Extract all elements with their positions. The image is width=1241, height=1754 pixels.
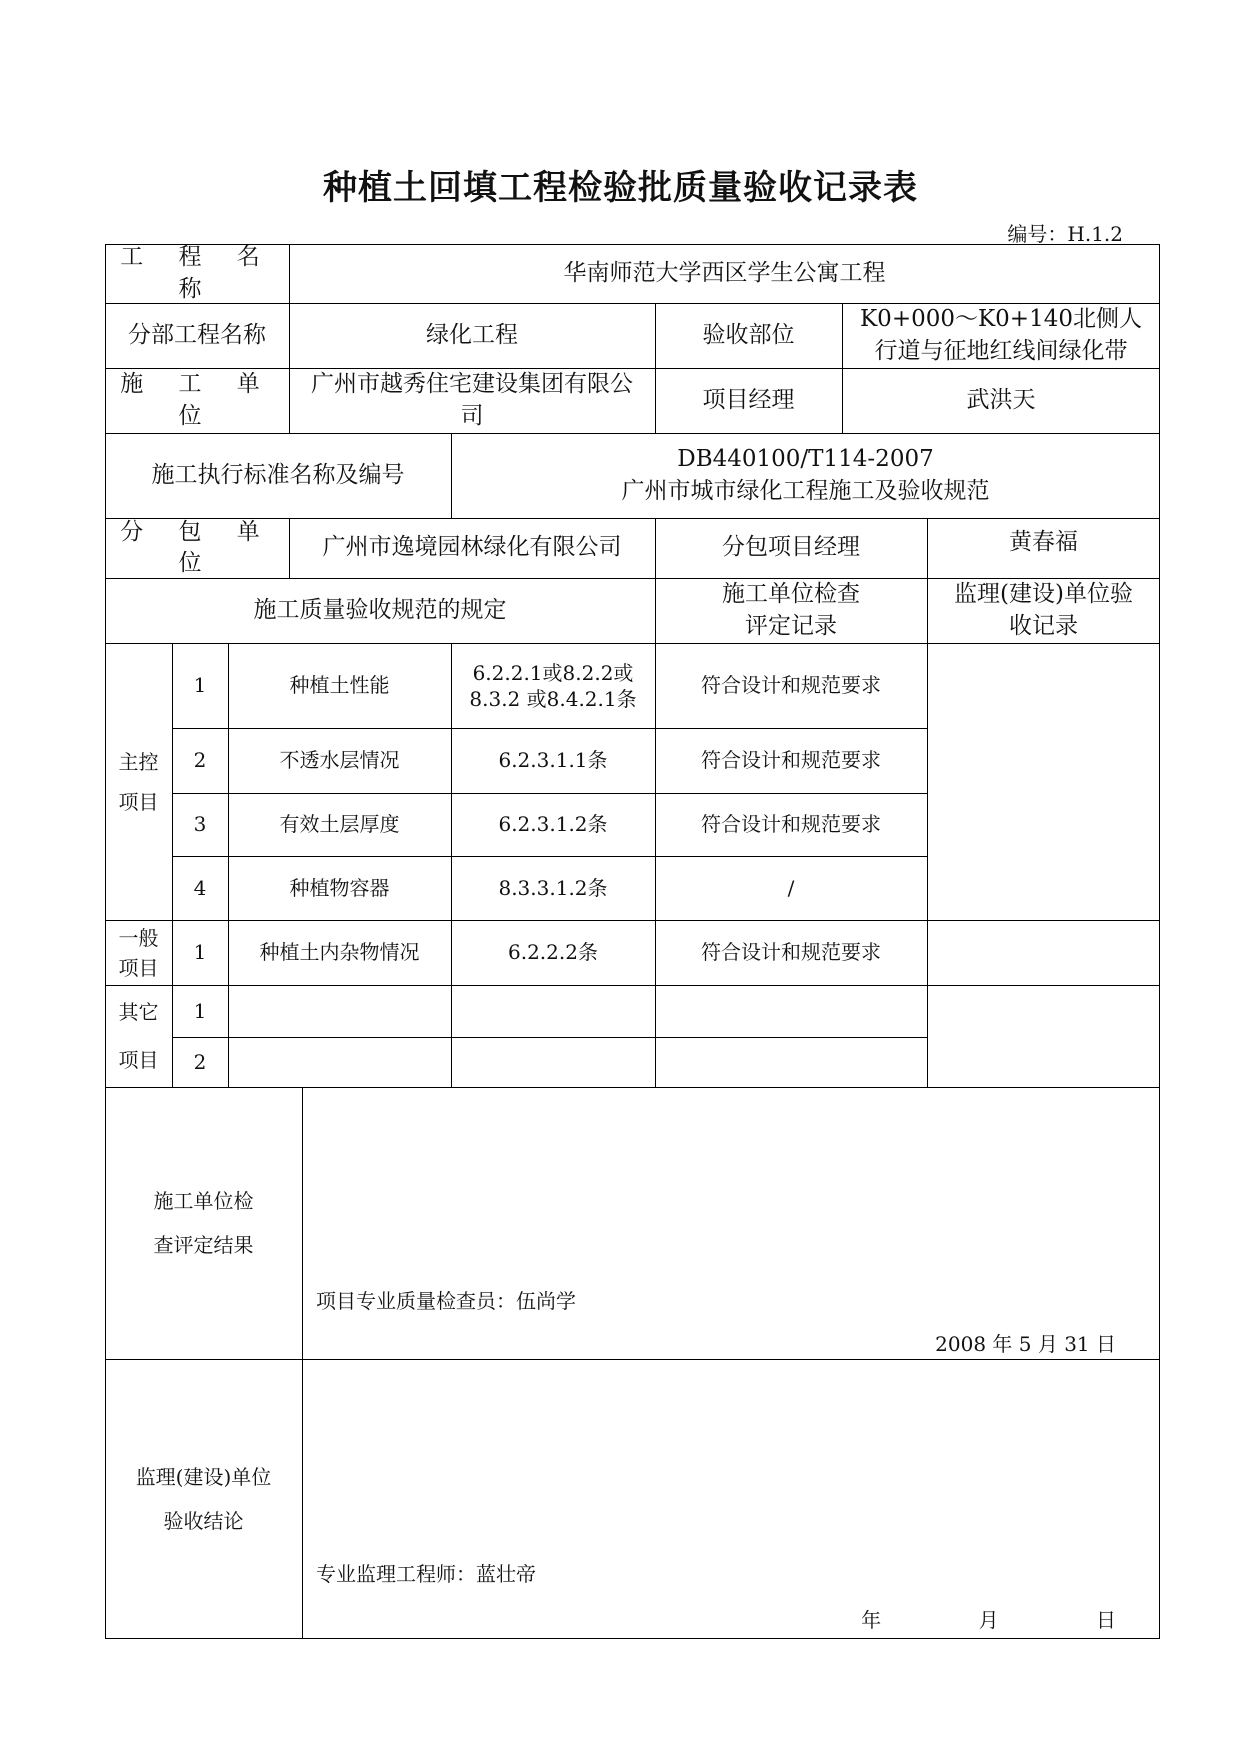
main-item-4-clause: 8.3.3.1.2条	[498, 875, 608, 900]
supervisor-result-label: 监理(建设)单位验收结论	[135, 1465, 272, 1533]
document-number: 编号：H.1.2	[1007, 222, 1123, 246]
standard-label: 施工执行标准名称及编号	[151, 461, 405, 488]
standard-name: 广州市城市绿化工程施工及验收规范	[621, 477, 990, 504]
main-item-3-no: 3	[193, 812, 207, 836]
subcontractor: 广州市逸境园林绿化有限公司	[322, 534, 622, 561]
main-item-1-clause: 6.2.2.1或8.2.2或8.3.2 或8.4.2.1条	[469, 660, 637, 711]
supervising-engineer: 专业监理工程师：蓝壮帝	[316, 1562, 536, 1586]
sub-pm: 黄春福	[1009, 529, 1078, 556]
main-items-label: 主控项目	[118, 749, 159, 814]
contractor-result-date: 2008 年 5 月 31 日	[935, 1332, 1116, 1356]
quality-inspector: 项目专业质量检查员：伍尚学	[316, 1289, 576, 1313]
contractor-label: 施 工 单 位	[120, 371, 274, 429]
main-item-1-name: 种植土性能	[289, 673, 390, 697]
supervisor-result-date: 年 月 日	[861, 1608, 1116, 1632]
main-item-2-clause: 6.2.3.1.1条	[498, 748, 608, 772]
main-item-2-no: 2	[193, 748, 207, 772]
project-name: 华南师范大学西区学生公寓工程	[563, 259, 886, 286]
pm: 武洪天	[966, 386, 1036, 413]
project-name-label: 工 程 名 称	[120, 244, 274, 302]
contractor-result-label: 施工单位检查评定结果	[153, 1189, 254, 1257]
subcontractor-label: 分 包 单 位	[120, 518, 274, 576]
inspection-part: K0+000～K0+140北侧人行道与征地红线间绿化带	[860, 306, 1142, 364]
standard	[451, 433, 1160, 518]
other-item-2-no: 2	[193, 1049, 207, 1074]
other-item-1-no: 1	[193, 998, 207, 1023]
main-item-1-no: 1	[193, 673, 207, 697]
main-item-2-result: 符合设计和规范要求	[701, 748, 881, 772]
contractor-check-header: 施工单位检查评定记录	[722, 581, 860, 639]
general-item-1-no: 1	[193, 940, 207, 964]
general-item-1-result: 符合设计和规范要求	[701, 940, 881, 964]
contractor: 广州市越秀住宅建设集团有限公司	[311, 371, 633, 429]
pm-label: 项目经理	[702, 386, 795, 413]
main-item-4-no: 4	[193, 875, 207, 900]
spec-column-header: 施工质量验收规范的规定	[253, 596, 507, 623]
general-item-1-name: 种植土内杂物情况	[259, 940, 420, 964]
main-item-1-result: 符合设计和规范要求	[701, 673, 881, 697]
main-item-4-result: /	[787, 875, 795, 900]
main-item-3-clause: 6.2.3.1.2条	[498, 812, 608, 836]
main-item-3-name: 有效土层厚度	[279, 812, 400, 836]
general-item-1-clause: 6.2.2.2条	[508, 940, 598, 964]
standard-code: DB440100/T114-2007	[677, 446, 934, 473]
other-items-label: 其它项目	[118, 1000, 159, 1072]
form-title: 种植土回填工程检验批质量验收记录表	[323, 168, 918, 208]
sub-pm-label: 分包项目经理	[722, 534, 860, 561]
general-items-label: 一般项目	[118, 925, 159, 980]
main-item-2-name: 不透水层情况	[279, 748, 400, 772]
main-item-4-name: 种植物容器	[289, 875, 390, 900]
supervisor-check-header: 监理(建设)单位验收记录	[954, 581, 1133, 639]
sub-project: 绿化工程	[426, 321, 518, 348]
main-item-3-result: 符合设计和规范要求	[701, 812, 881, 836]
sub-project-label: 分部工程名称	[128, 321, 266, 348]
inspection-part-label: 验收部位	[702, 321, 795, 348]
